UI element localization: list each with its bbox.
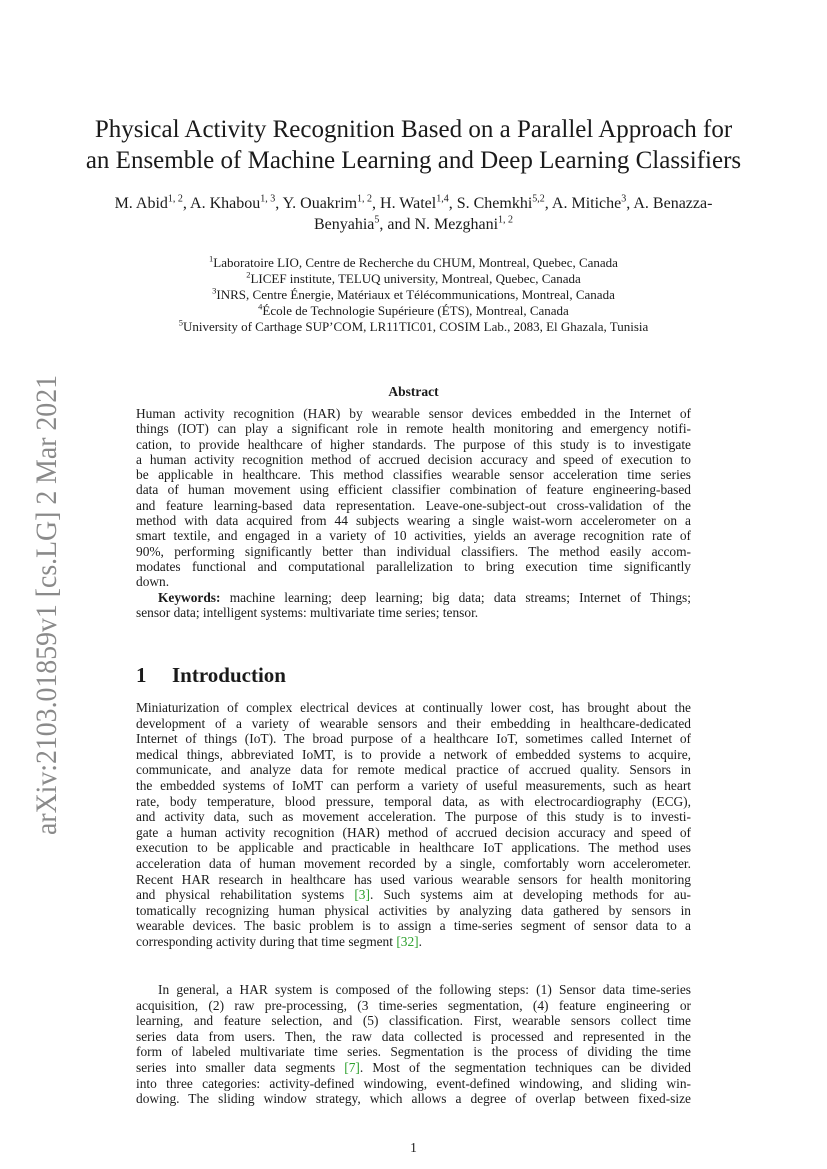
abstract-line: cation, to provide healthcare of higher standards. The purpose of this study is to investigate xyxy=(136,436,691,452)
author-separator: , xyxy=(544,195,552,212)
body-line: rate, body temperature, blood pressure, temporal data, as with electrocardiography (ECG), xyxy=(136,793,691,809)
affiliation-text: University of Carthage SUP’COM, LR11TIC01, COSIM Lab., 2083, El Ghazala, Tunisia xyxy=(182,319,649,334)
body-line: tomatically recognizing human physical activities by analyzing data gathered by sensors in xyxy=(136,902,691,918)
author-affiliation-marker: 5 xyxy=(374,214,380,226)
page-number: 1 xyxy=(410,1140,417,1155)
affiliation-text: INRS, Centre Énergie, Matériaux et Télécommunications, Montreal, Canada xyxy=(216,287,615,302)
body-line: medical things, abbreviated IoMT, is to provide a network of embedded systems to acquire, xyxy=(136,746,691,762)
abstract-line: smart textile, and engaged in a variety of 10 activities, yields an average recognition rate of xyxy=(136,528,691,544)
author-name: N. Mezghani xyxy=(414,216,499,233)
affiliation xyxy=(120,271,707,287)
affiliation-list xyxy=(120,255,707,335)
abstract-line: Human activity recognition (HAR) by wearable sensor devices embedded in the Internet of xyxy=(136,406,691,421)
author-name: M. Abid xyxy=(114,195,168,212)
title-line: an Ensemble of Machine Learning and Deep Learning Classifiers xyxy=(85,147,742,174)
citation-link[interactable]: [3] xyxy=(354,887,370,903)
keywords-label: Keywords: xyxy=(158,589,221,605)
body-line: communicate, and analyze data for remote medical practice of accrued quality. Sensors in xyxy=(136,762,691,778)
author-list xyxy=(90,193,737,235)
affiliation-marker: 5 xyxy=(178,317,183,328)
author-separator: , xyxy=(182,195,191,212)
abstract-line: and feature learning-based data representation. Leave-one-subject-out cross-validation of the xyxy=(136,497,691,513)
author-separator: , xyxy=(448,195,457,212)
affiliation-marker: 3 xyxy=(212,285,217,296)
author xyxy=(380,195,449,212)
intro-paragraph-1 xyxy=(136,700,691,950)
body-line xyxy=(136,1060,691,1076)
body-line: wearable devices. The basic problem is to assign a time-series segment of sensor data to a xyxy=(136,918,691,934)
body-line: acceleration data of human movement recorded by a single, comfortably worn accelerometer. xyxy=(136,855,691,871)
body-line: series data from users. Then, the raw data collected is processed and represented in the xyxy=(136,1028,691,1044)
keywords-text: machine learning; deep learning; big data; data streams; Internet of Things; xyxy=(229,589,691,605)
abstract-line: a human activity recognition method of accrued decision accuracy and speed of execution to xyxy=(136,451,691,467)
body-line-text: corresponding activity during that time segment xyxy=(136,933,397,949)
abstract-line: things (IOT) can play a significant role in remote health monitoring and emergency notifi- xyxy=(136,421,691,437)
affiliation-marker: 1 xyxy=(209,253,214,264)
affiliation-marker: 2 xyxy=(246,269,251,280)
author-name: S. Chemkhi xyxy=(456,195,533,212)
abstract-body xyxy=(136,406,691,620)
body-line: dowing. The sliding window strategy, which allows a degree of overlap between fixed-size xyxy=(136,1091,691,1107)
citation-link[interactable]: [32] xyxy=(396,933,419,949)
author xyxy=(115,195,183,212)
body-line: development of a variety of wearable sensors and their embedding in healthcare-dedicated xyxy=(136,715,691,731)
affiliation-marker: 4 xyxy=(258,301,263,312)
body-line-text: . xyxy=(418,933,422,949)
body-line-text: series into smaller data segments xyxy=(136,1059,345,1075)
author-separator: , xyxy=(372,195,381,212)
abstract-heading: Abstract xyxy=(388,384,439,399)
body-line-text: and physical rehabilitation systems xyxy=(136,887,355,903)
paper-title xyxy=(80,114,747,176)
body-line xyxy=(136,887,691,903)
author xyxy=(552,195,626,212)
body-line: acquisition, (2) raw pre-processing, (3 time-series segmentation, (4) feature engineering or xyxy=(136,997,691,1013)
affiliation-text: LICEF institute, TELUQ university, Montreal, Quebec, Canada xyxy=(250,271,581,286)
body-line: execution to be applicable and practicable in healthcare IoT applications. The method uses xyxy=(136,840,691,856)
author-separator: , xyxy=(379,216,388,233)
author-name: H. Watel xyxy=(380,195,437,212)
abstract-line: data of human movement using efficient classifier combination of feature engineering-based xyxy=(136,482,691,498)
intro-paragraph-2 xyxy=(136,982,691,1107)
author-name: A. Benazza-Benyahia xyxy=(313,195,713,233)
affiliation xyxy=(120,287,707,303)
body-line: In general, a HAR system is composed of the following steps: (1) Sensor data time-series xyxy=(158,982,691,997)
author-name: A. Khabou xyxy=(190,195,261,212)
abstract-line: modates functional and computational parallelization to bring execution time significantly xyxy=(136,558,691,574)
body-line xyxy=(136,934,691,950)
section-title: Introduction xyxy=(172,663,286,687)
author xyxy=(457,195,545,212)
author-affiliation-marker: 1, 3 xyxy=(260,193,276,205)
body-line: Recent HAR research in healthcare has used various wearable sensors for health monitoring xyxy=(136,871,691,887)
abstract-line: be applicable in healthcare. This method classifies wearable sensor acceleration time series xyxy=(136,467,691,483)
arxiv-id-text: arXiv:2103.01859v1 [cs.LG] 2 Mar 2021 xyxy=(30,370,63,835)
affiliation-text: École de Technologie Supérieure (ÉTS), Montreal, Canada xyxy=(262,303,569,318)
author-name: A. Mitiche xyxy=(551,195,622,212)
body-line: Internet of things (IoT). The broad purpose of a healthcare IoT, sometimes called Internet of xyxy=(136,731,691,747)
citation-link[interactable]: [7] xyxy=(344,1059,360,1075)
abstract-line: 90%, performing significantly better than individual classifiers. The method easily accom- xyxy=(136,543,691,559)
author-affiliation-marker: 5,2 xyxy=(532,193,545,205)
body-line: and activity data, such as movement acceleration. The purpose of this study is to investi- xyxy=(136,809,691,825)
body-line: form of labeled multivariate time series. Segmentation is the process of dividing the time xyxy=(136,1044,691,1060)
abstract-line: down. xyxy=(136,574,170,590)
title-line: Physical Activity Recognition Based on a Parallel Approach for xyxy=(94,116,733,143)
body-line: the embedded systems of IoMT can perform a variety of useful measurements, such as heart xyxy=(136,777,691,793)
author-name: Y. Ouakrim xyxy=(282,195,358,212)
body-line: into three categories: activity-defined windowing, event-defined windowing, and sliding win- xyxy=(136,1075,691,1091)
author-affiliation-marker: 1,4 xyxy=(436,193,449,205)
body-line: learning, and feature selection, and (5) classification. First, wearable sensors collect time xyxy=(136,1013,691,1029)
author-affiliation-marker: 3 xyxy=(621,193,627,205)
body-line-text: . Such systems aim at developing methods for au- xyxy=(369,887,691,903)
author-and: and xyxy=(387,216,411,233)
affiliation xyxy=(120,255,707,271)
author-affiliation-marker: 1, 2 xyxy=(167,193,183,205)
keywords-line: sensor data; intelligent systems: multivariate time series; tensor. xyxy=(136,604,479,620)
author-separator: , xyxy=(626,195,634,212)
arxiv-identifier-stamp xyxy=(18,370,68,840)
author xyxy=(415,216,514,233)
affiliation xyxy=(120,319,707,335)
section-number: 1 xyxy=(136,663,147,687)
affiliation xyxy=(120,303,707,319)
arxiv-stamp-svg xyxy=(18,370,68,840)
keywords-line xyxy=(136,590,691,605)
body-line-text: . Most of the segmentation techniques can be divided xyxy=(359,1059,691,1075)
author xyxy=(283,195,372,212)
section-heading xyxy=(136,663,286,688)
author-affiliation-marker: 1, 2 xyxy=(357,193,373,205)
affiliation-text: Laboratoire LIO, Centre de Recherche du CHUM, Montreal, Quebec, Canada xyxy=(213,255,618,270)
author-separator: , xyxy=(275,195,283,212)
abstract-line: method with data acquired from 44 subjects wearing a single waist-worn accelerometer on a xyxy=(136,513,691,529)
author-affiliation-marker: 1, 2 xyxy=(498,214,514,226)
body-line: Miniaturization of complex electrical devices at continually lower cost, has brought about the xyxy=(136,700,691,715)
body-line: gate a human activity recognition (HAR) method of accrued decision accuracy and speed of xyxy=(136,824,691,840)
author xyxy=(190,195,275,212)
